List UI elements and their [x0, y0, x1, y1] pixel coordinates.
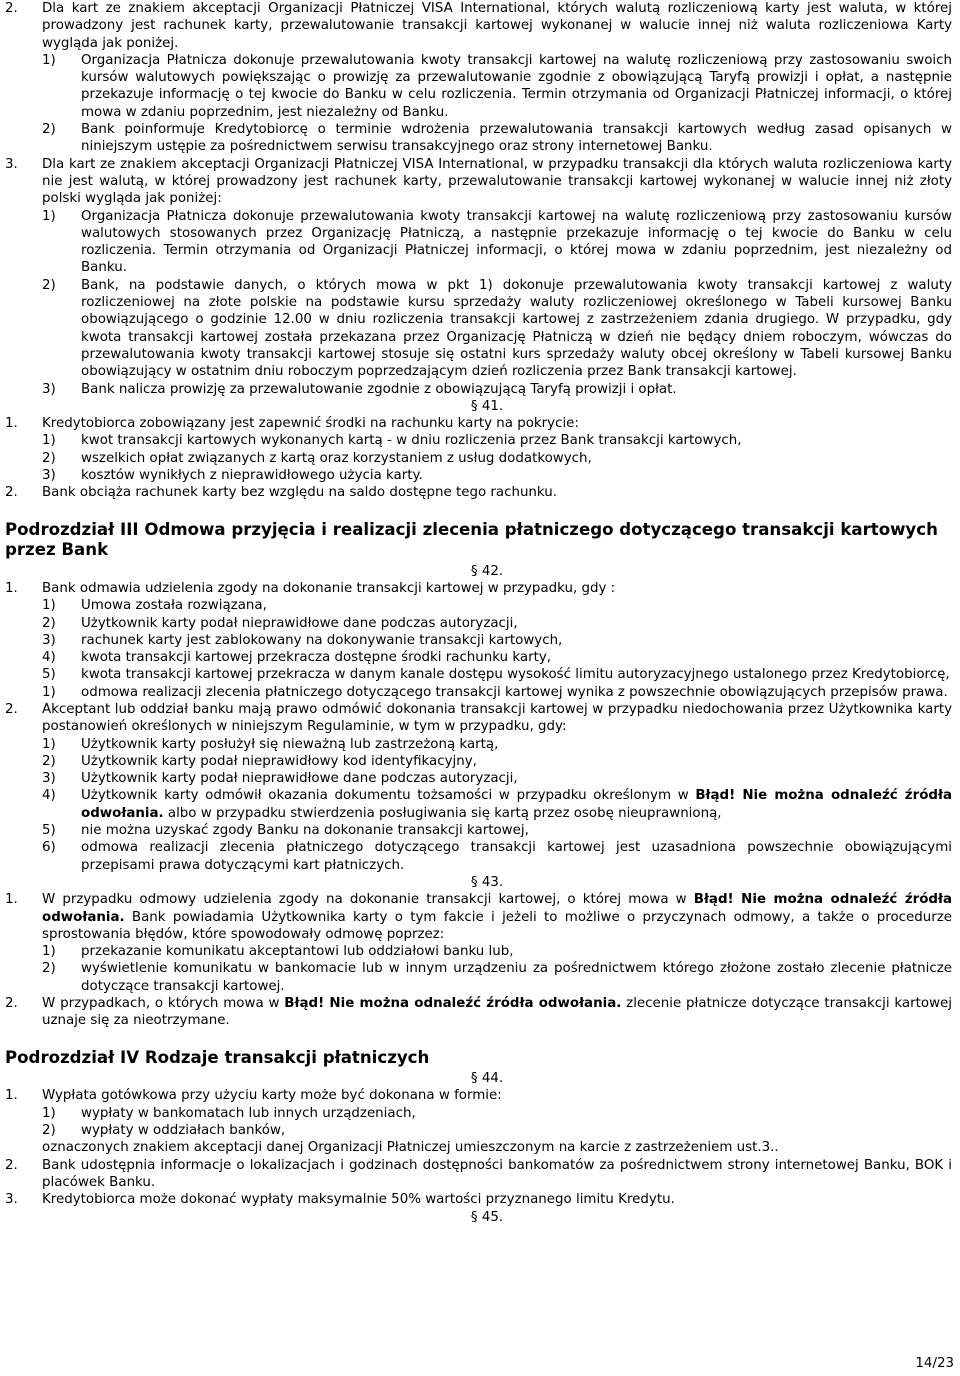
clause-text: Wypłata gotówkowa przy użyciu karty może być dokonana w formie: — [42, 1088, 502, 1104]
point-text: Użytkownik karty podał nieprawidłowe dane podczas autoryzacji, — [81, 615, 518, 631]
point-number: 2) — [42, 753, 56, 769]
point-number: 2) — [42, 1123, 56, 1139]
point-number: 1) — [42, 598, 56, 614]
clause-text: Bank odmawia udzielenia zgody na dokonanie transakcji kartowej w przypadku, gdy : — [42, 580, 616, 596]
point-text: nie można uzyskać zgody Banku na dokonanie transakcji kartowej, — [81, 823, 529, 839]
point-text: Bank poinformuje Kredytobiorcę o terminie wdrożenia przewalutowania transakcji kartowych według zasad opisanych w niniejszym ustępie za pośrednictwem serwisu transakcyjnego oraz strony internetowej Banku. — [81, 122, 952, 155]
text-segment: W przypadku odmowy udzielenia zgody na dokonanie transakcji kartowej, o której mowa w — [42, 892, 694, 908]
text-segment: Bank powiadamia Użytkownika karty o tym fakcie i jeżeli to możliwe o przyczynach odmowy, a także o procedurze sprostowania błędów, które spowodowały odmowę poprzez: — [42, 909, 952, 942]
clause-number: 3. — [5, 1192, 18, 1208]
point-number: 1) — [42, 433, 56, 449]
broken-reference-text: Błąd! Nie można odnaleźć źródła odwołania. — [81, 788, 952, 821]
point-text: kwota transakcji kartowej przekracza dostępne środki rachunku karty, — [81, 650, 552, 666]
text-segment: albo w przypadku stwierdzenia posługiwania się kartą przez osobę nieuprawnioną, — [163, 805, 722, 821]
text-segment: Użytkownik karty odmówił okazania dokumentu tożsamości w przypadku określonym w — [81, 788, 696, 804]
point-text: wszelkich opłat związanych z kartą oraz korzystaniem z usług dodatkowych, — [81, 450, 592, 466]
point-text: Organizacja Płatnicza dokonuje przewalutowania kwoty transakcji kartowej na walutę rozliczeniową przy zastosowaniu kursów walutowych stosowanych przez Organizację Płatniczą, a następnie przekazuje informację o tej kwocie do Banku w celu rozliczenia. Termin otrzymania od Organizacji Płatniczej informacji, o której mowa w zdaniu poprzednim, jest niezależny od Banku. — [81, 208, 952, 276]
clause-text: Kredytobiorca może dokonać wypłaty maksymalnie 50% wartości przyznanego limitu Kredytu. — [42, 1192, 675, 1208]
paragraph-number: § 41. — [470, 398, 504, 414]
point-number: 5) — [42, 667, 56, 683]
clause-number: 1. — [5, 892, 18, 908]
point-text: Użytkownik karty posłużył się nieważną lub zastrzeżoną kartą, — [81, 736, 499, 752]
clause-number: 1. — [5, 416, 18, 432]
point-number: 1) — [42, 944, 56, 960]
clause-text: Bank obciąża rachunek karty bez względu na saldo dostępne tego rachunku. — [42, 485, 558, 501]
sub-point — [0, 277, 960, 381]
clause-text — [42, 891, 952, 943]
point-number: 3) — [42, 632, 56, 648]
sub-point — [0, 753, 960, 770]
clause — [0, 580, 960, 597]
point-number: 6) — [42, 840, 56, 856]
sub-point — [0, 822, 960, 839]
broken-reference-text: Błąd! Nie można odnaleźć źródła odwołania. — [42, 892, 953, 925]
point-text: odmowa realizacji zlecenia płatniczego dotyczącego transakcji kartowej jest uzasadniona powszechnie obowiązującymi przepisami prawa dotyczącymi kart płatniczych. — [81, 840, 952, 873]
text-segment: zlecenie płatnicze dotyczące transakcji kartowej uznaje się za nieotrzymane. — [42, 996, 952, 1029]
point-number: 1) — [42, 208, 56, 224]
clause-number: 1. — [5, 1088, 18, 1104]
page-number: 14/23 — [915, 1355, 954, 1371]
clause-text: Akceptant lub oddział banku mają prawo odmówić dokonania transakcji kartowej w przypadku niedochowania przez Użytkownika karty postanowień określonych w niniejszym Regulaminie, w tym w przypadku, gdy: — [42, 701, 952, 735]
text-segment: W przypadkach, o których mowa w — [42, 996, 285, 1012]
sub-point — [0, 666, 960, 683]
sub-point — [0, 943, 960, 960]
sub-point — [0, 121, 960, 156]
point-number: 4) — [42, 788, 56, 804]
point-number: 2) — [42, 277, 56, 293]
sub-point — [0, 839, 960, 874]
clause — [0, 1087, 960, 1104]
clause-number: 2. — [5, 701, 18, 717]
point-number: 3) — [42, 468, 56, 484]
sub-point — [0, 208, 960, 277]
sub-point — [0, 787, 960, 822]
sub-point — [0, 597, 960, 614]
point-text: Użytkownik karty podał nieprawidłowe dane podczas autoryzacji, — [81, 771, 518, 787]
point-number: 2) — [42, 961, 56, 977]
clause — [0, 1191, 960, 1208]
point-number: 2) — [42, 450, 56, 466]
clause — [0, 701, 960, 736]
point-number: 5) — [42, 823, 56, 839]
clause-number: 2. — [5, 1157, 18, 1173]
point-number: 1) — [42, 52, 56, 68]
sub-point — [0, 684, 960, 701]
paragraph-number: § 44. — [470, 1071, 504, 1087]
point-text: odmowa realizacji zlecenia płatniczego dotyczącego transakcji kartowej wynika z powszechnie obowiązujących przepisów prawa. — [81, 684, 948, 700]
point-text: rachunek karty jest zablokowany na dokonywanie transakcji kartowych, — [81, 632, 563, 648]
point-text: Organizacja Płatnicza dokonuje przewalutowania kwoty transakcji kartowej na walutę rozliczeniową przy zastosowaniu swoich kursów walutowych powiększając o prowizję za przewalutowanie zgodnie z obowiązującą Taryfą prowizji i opłat, a następnie przekazuje informację o tej kwocie do Banku w celu rozliczenia. Termin otrzymania od Organizacji Płatniczej informacji, o której mowa w zdaniu poprzednim, jest niezależny od Banku. — [81, 52, 952, 120]
clause-text: Dla kart ze znakiem akceptacji Organizacji Płatniczej VISA International, w przypadku transakcji dla których waluta rozliczeniowa karty nie jest walutą, w której prowadzony jest rachunek karty, przewalutowanie transakcji kartowej wykonanej w walucie innej niż złoty polski wygląda jak poniżej: — [42, 156, 952, 207]
point-number: 3) — [42, 381, 56, 397]
sub-point — [0, 1105, 960, 1122]
point-text: Bank nalicza prowizję za przewalutowanie zgodnie z obowiązującą Taryfą prowizji i opłat. — [81, 381, 677, 397]
subsection-heading: Podrozdział III Odmowa przyjęcia i realizacji zlecenia płatniczego dotyczącego transakcji kartowych przez Bank — [5, 519, 938, 560]
sub-point — [0, 450, 960, 467]
clause-text: Kredytobiorca zobowiązany jest zapewnić środki na rachunku karty na pokrycie: — [42, 416, 579, 432]
point-text: wypłaty w bankomatach lub innych urządzeniach, — [81, 1105, 416, 1121]
sub-point — [0, 770, 960, 787]
sub-point — [0, 467, 960, 484]
clause-number: 3. — [5, 156, 18, 172]
clause — [0, 0, 960, 52]
clause-text: Bank udostępnia informacje o lokalizacjach i godzinach dostępności bankomatów za pośrednictwem strony internetowej Banku, BOK i placówek Banku. — [42, 1157, 952, 1190]
point-text: przekazanie komunikatu akceptantowi lub oddziałowi banku lub, — [81, 944, 514, 960]
clause — [0, 484, 960, 501]
point-number: 3) — [42, 771, 56, 787]
point-number: 4) — [42, 650, 56, 666]
sub-point — [0, 432, 960, 449]
paragraph-number: § 42. — [470, 563, 504, 579]
clause-number: 2. — [5, 996, 18, 1012]
continuation-text: oznaczonych znakiem akceptacji danej Organizacji Płatniczej umieszczonym na karcie z zastrzeżeniem ust.3.. — [42, 1140, 779, 1156]
point-text: Użytkownik karty podał nieprawidłowy kod identyfikacyjny, — [81, 753, 477, 769]
sub-point — [0, 1122, 960, 1139]
sub-point — [0, 615, 960, 632]
point-number: 2) — [42, 122, 56, 138]
sub-point — [0, 736, 960, 753]
point-number: 1) — [42, 736, 56, 752]
point-text: Umowa została rozwiązana, — [81, 598, 267, 614]
broken-reference-text: Błąd! Nie można odnaleźć źródła odwołania. — [284, 996, 622, 1012]
clause-text: Dla kart ze znakiem akceptacji Organizacji Płatniczej VISA International, których walutą rozliczeniową karty jest waluta, w której prowadzony jest rachunek karty, przewalutowanie transakcji kartowej wykonanej w walucie innej niż waluta rozliczeniowa Karty wygląda jak poniżej. — [42, 1, 952, 51]
sub-point — [0, 381, 960, 398]
clause — [0, 1157, 960, 1192]
point-text: wypłaty w oddziałach banków, — [81, 1123, 286, 1139]
point-text — [81, 787, 952, 822]
point-text: Bank, na podstawie danych, o których mowa w pkt 1) dokonuje przewalutowania kwoty transakcji kartowej z waluty rozliczeniowej na złote polskie na podstawie kursu sprzedaży waluty rozliczeniowej określonego w Tabeli kursowej Banku obowiązującego o godzinie 12.00 w dniu rozliczenia transakcji kartowej z zastrzeżeniem zdania drugiego. W przypadku, gdy kwota transakcji kartowej została przekazana przez Organizację Płatniczą w dzień nie będący dniem roboczym, wówczas do przewalutowania kwoty transakcji kartowej stosuje się ostatni kurs sprzedaży waluty obcej określony w Tabeli kursowej Banku obowiązujący w ostatnim dniu roboczym poprzedzającym dzień rozliczenia przez Bank transakcji kartowej. — [81, 277, 952, 380]
clause-number: 1. — [5, 580, 18, 596]
clause-text — [42, 995, 952, 1030]
clause — [0, 891, 960, 943]
point-text: kosztów wynikłych z nieprawidłowego użycia karty. — [81, 468, 423, 484]
sub-point — [0, 960, 960, 995]
point-text: wyświetlenie komunikatu w bankomacie lub w innym urządzeniu za pośrednictwem którego złożone zostało zlecenie płatnicze dotyczące transakcji kartowej. — [81, 961, 952, 994]
clause — [0, 415, 960, 432]
sub-point — [0, 649, 960, 666]
paragraph-number: § 43. — [470, 874, 504, 890]
point-number: 1) — [42, 684, 56, 700]
point-number: 2) — [42, 615, 56, 631]
paragraph-number: § 45. — [470, 1209, 504, 1225]
sub-point — [0, 632, 960, 649]
subsection-heading: Podrozdział IV Rodzaje transakcji płatniczych — [5, 1047, 430, 1067]
sub-point — [0, 52, 960, 121]
point-text: kwota transakcji kartowej przekracza w danym kanale dostępu wysokość limitu autoryzacyjnego ustalonego przez Kredytobiorcę, — [81, 667, 950, 683]
clause-number: 2. — [5, 1, 18, 16]
clause — [0, 995, 960, 1030]
clause — [0, 156, 960, 208]
point-number: 1) — [42, 1105, 56, 1121]
clause-number: 2. — [5, 485, 18, 501]
point-text: kwot transakcji kartowych wykonanych kartą - w dniu rozliczenia przez Bank transakcji kartowych, — [81, 433, 742, 449]
